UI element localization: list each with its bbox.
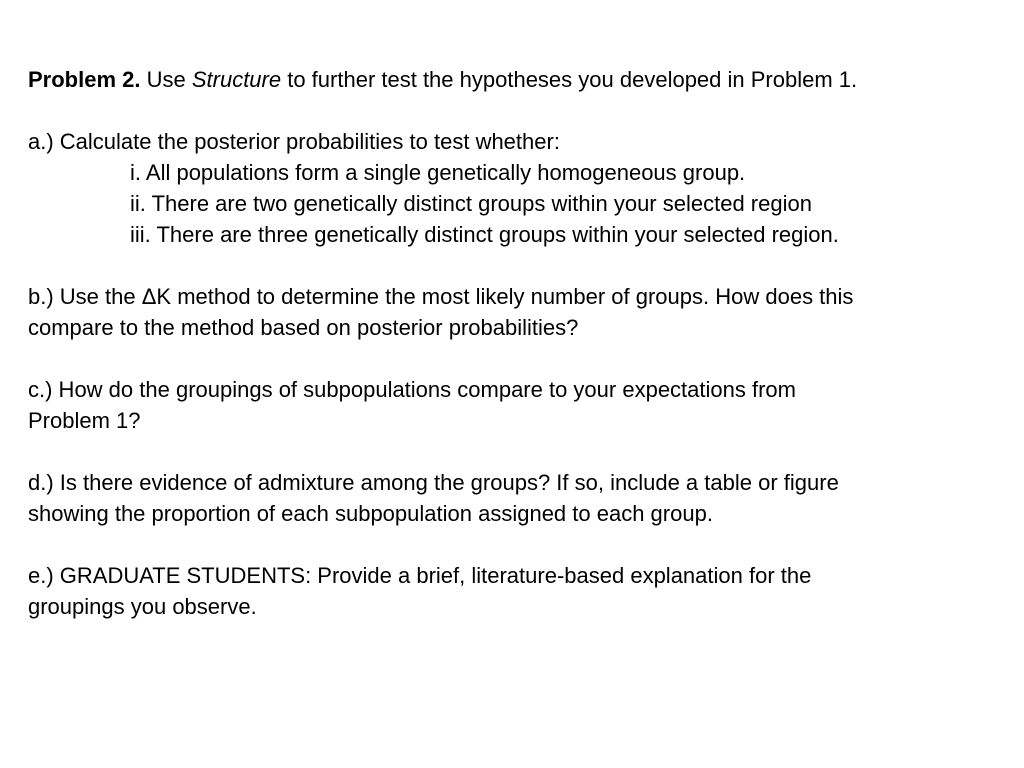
problem-heading: Problem 2.: [28, 67, 141, 92]
spacer: [28, 95, 1004, 126]
spacer: [28, 436, 1004, 467]
part-c-line-1: c.) How do the groupings of subpopulations compare to your expectations from: [28, 377, 796, 402]
intro-post: to further test the hypotheses you developed in Problem 1.: [281, 67, 858, 92]
spacer: [28, 343, 1004, 374]
part-a-item-3: iii. There are three genetically distinct groups within your selected region.: [130, 222, 839, 247]
part-a-item-1: i. All populations form a single genetically homogeneous group.: [130, 160, 746, 185]
part-a: [28, 126, 1004, 250]
spacer: [28, 250, 1004, 281]
spacer: [28, 529, 1004, 560]
part-d-line-2: showing the proportion of each subpopulation assigned to each group.: [28, 501, 713, 526]
problem-intro: [28, 64, 1004, 95]
part-c: [28, 374, 1004, 436]
part-e-line-2: groupings you observe.: [28, 594, 257, 619]
part-a-item-2: ii. There are two genetically distinct groups within your selected region: [130, 191, 812, 216]
part-e-line-1: e.) GRADUATE STUDENTS: Provide a brief, literature-based explanation for the: [28, 563, 812, 588]
part-b: [28, 281, 1004, 343]
part-b-line-2: compare to the method based on posterior probabilities?: [28, 315, 579, 340]
part-d: [28, 467, 1004, 529]
part-d-line-1: d.) Is there evidence of admixture among the groups? If so, include a table or figure: [28, 470, 839, 495]
intro-pre: Use: [140, 67, 192, 92]
part-c-line-2: Problem 1?: [28, 408, 141, 433]
part-a-text: a.) Calculate the posterior probabilities to test whether:: [28, 129, 560, 154]
part-b-line-1: b.) Use the ΔK method to determine the most likely number of groups. How does this: [28, 284, 854, 309]
part-e: [28, 560, 1004, 622]
software-name: Structure: [191, 67, 282, 92]
